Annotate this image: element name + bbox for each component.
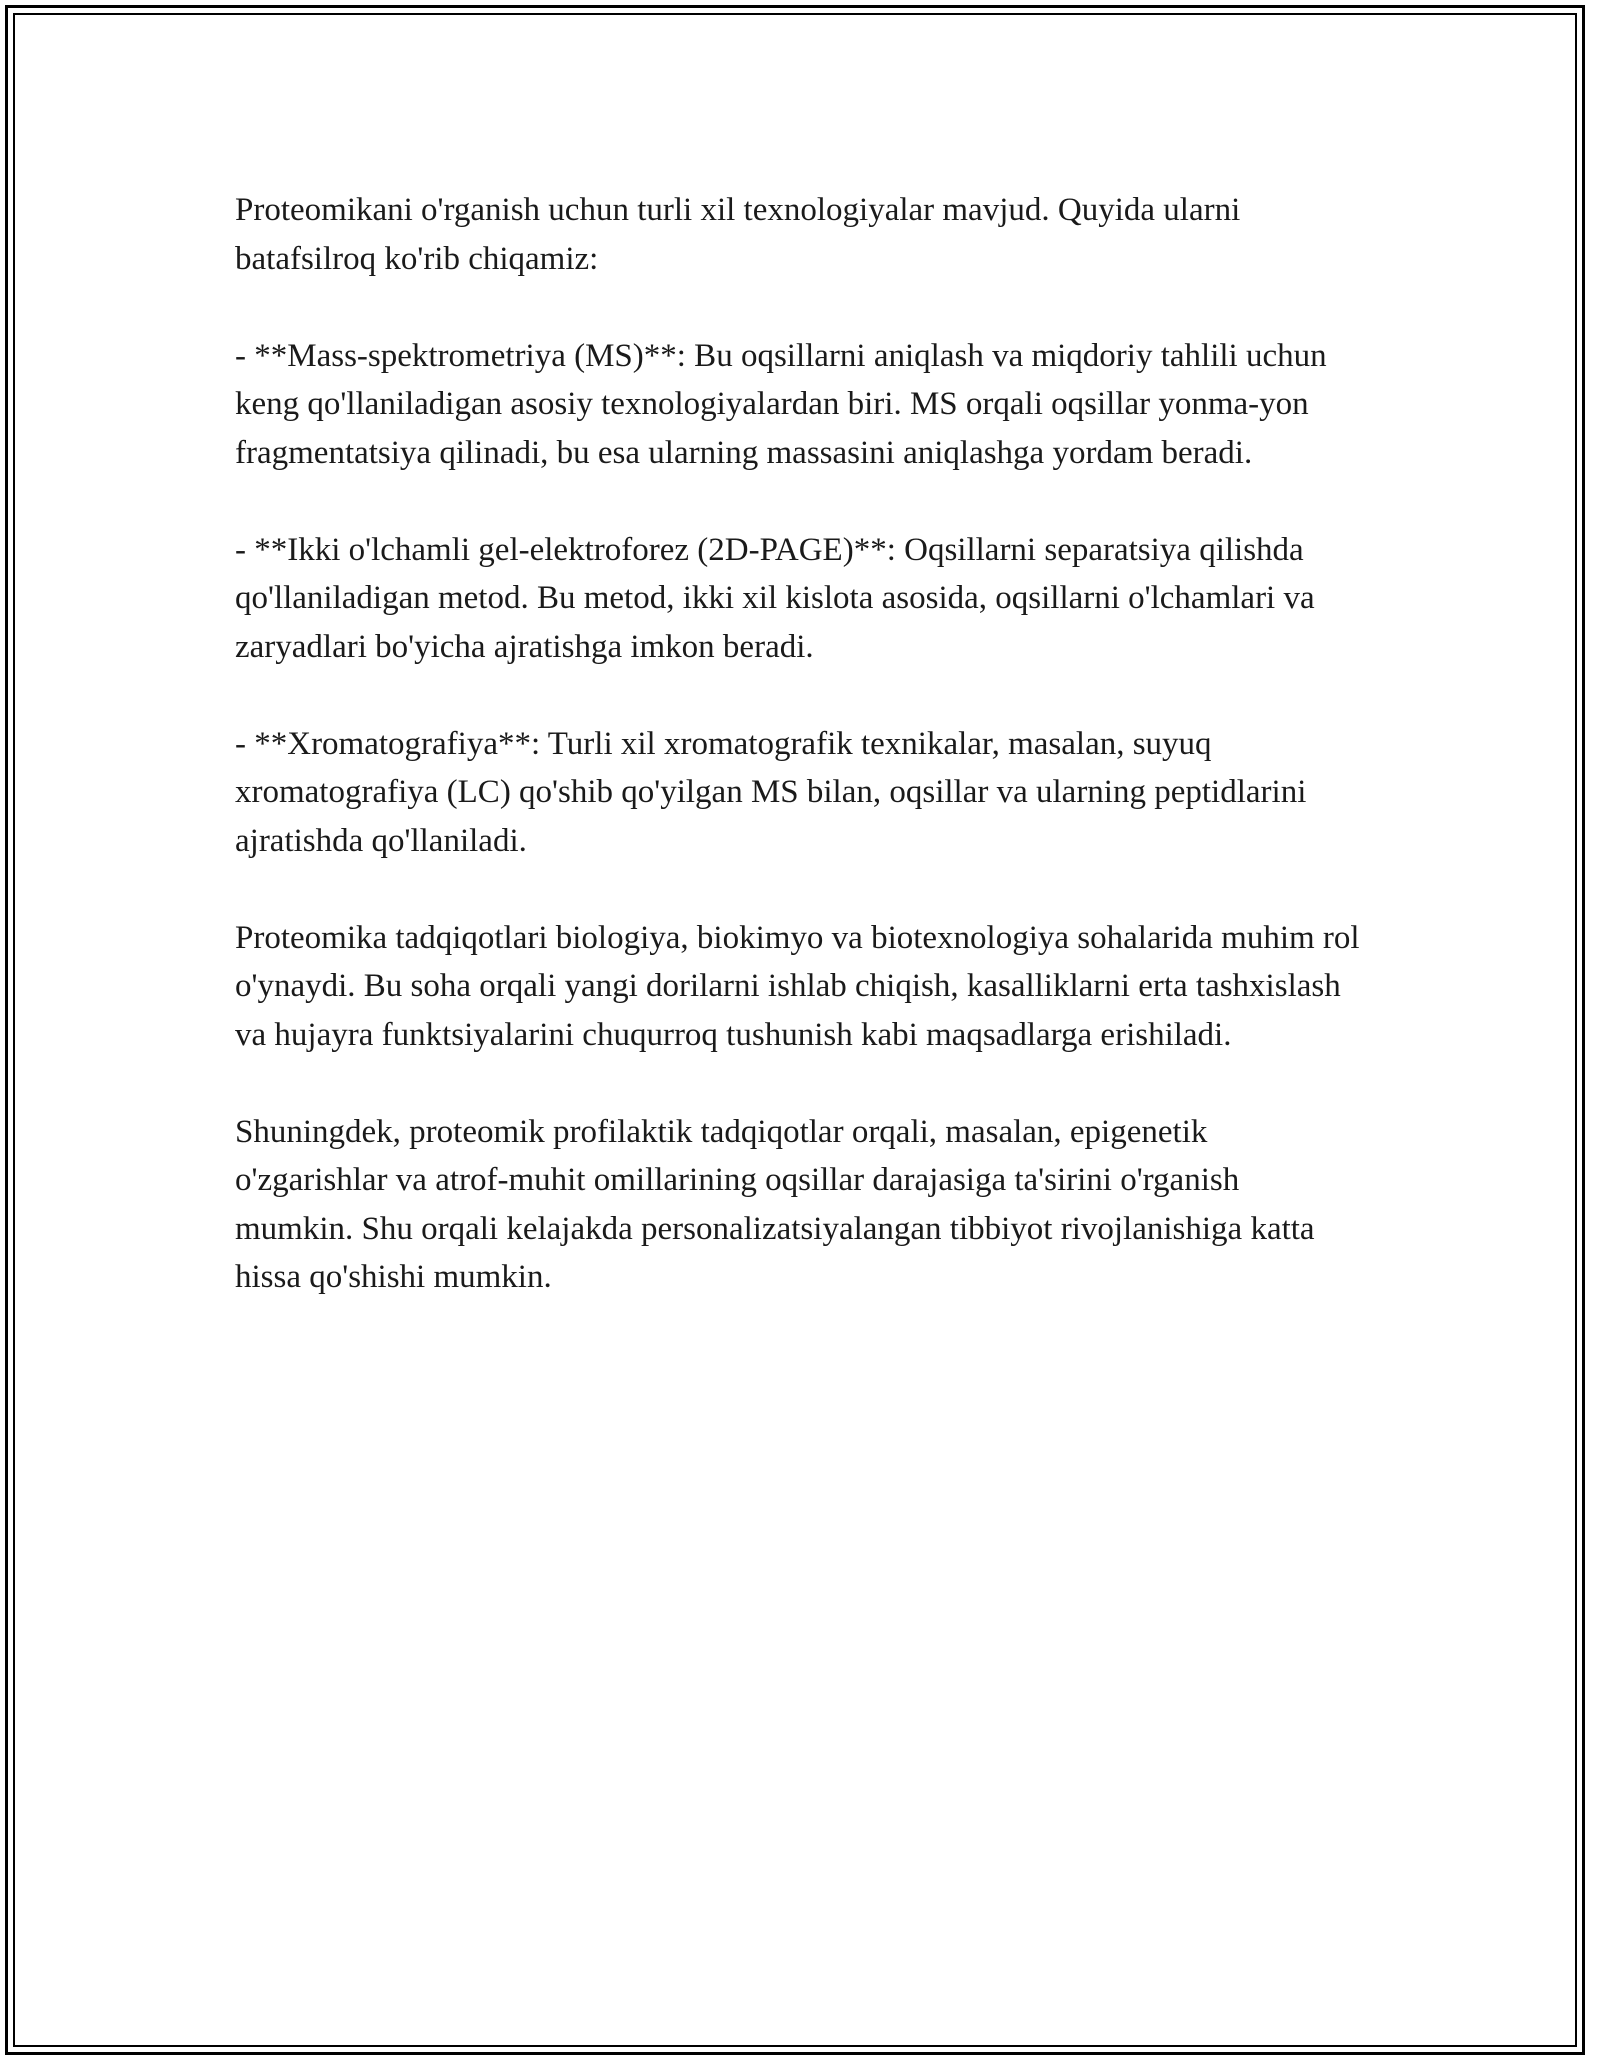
- paragraph-mass-spectrometry: - **Mass-spektrometriya (MS)**: Bu oqsillarni aniqlash va miqdoriy tahlili uchun keng qo'llaniladigan asosiy texnologiyalardan biri. MS orqali oqsillar yonma-yon fragmentatsiya qilinadi, bu esa ularning massasini aniqlashga yordam beradi.: [235, 337, 1327, 471]
- paragraph-applications: Proteomika tadqiqotlari biologiya, biokimyo va biotexnologiya sohalarida muhim rol o'ynaydi. Bu soha orqali yangi dorilarni ishlab chiqish, kasalliklarni erta tashxislash va hujayra funktsiyalarini chuqurroq tushunish kabi maqsadlarga erishiladi.: [235, 919, 1360, 1053]
- paragraph-chromatography: - **Xromatografiya**: Turli xil xromatografik texnikalar, masalan, suyuq xromatografiya (LC) qo'shib qo'yilgan MS bilan, oqsillar va ularning peptidlarini ajratishda qo'llaniladi.: [235, 725, 1307, 859]
- paragraph-conclusion: Shuningdek, proteomik profilaktik tadqiqotlar orqali, masalan, epigenetik o'zgarishlar va atrof-muhit omillarining oqsillar darajasiga ta'sirini o'rganish mumkin. Shu orqali kelajakda personalizatsiyalangan tibbiyot rivojlanishiga katta hissa qo'shishi mumkin.: [235, 1113, 1315, 1295]
- document-body: [235, 186, 1365, 1350]
- paragraph-intro: Proteomikani o'rganish uchun turli xil texnologiyalar mavjud. Quyida ularni batafsilroq ko'rib chiqamiz:: [235, 192, 1241, 277]
- paragraph-2d-page: - **Ikki o'lchamli gel-elektroforez (2D-PAGE)**: Oqsillarni separatsiya qilishda qo'llaniladigan metod. Bu metod, ikki xil kislota asosida, oqsillarni o'lchamlari va zaryadlari bo'yicha ajratishga imkon beradi.: [235, 531, 1315, 665]
